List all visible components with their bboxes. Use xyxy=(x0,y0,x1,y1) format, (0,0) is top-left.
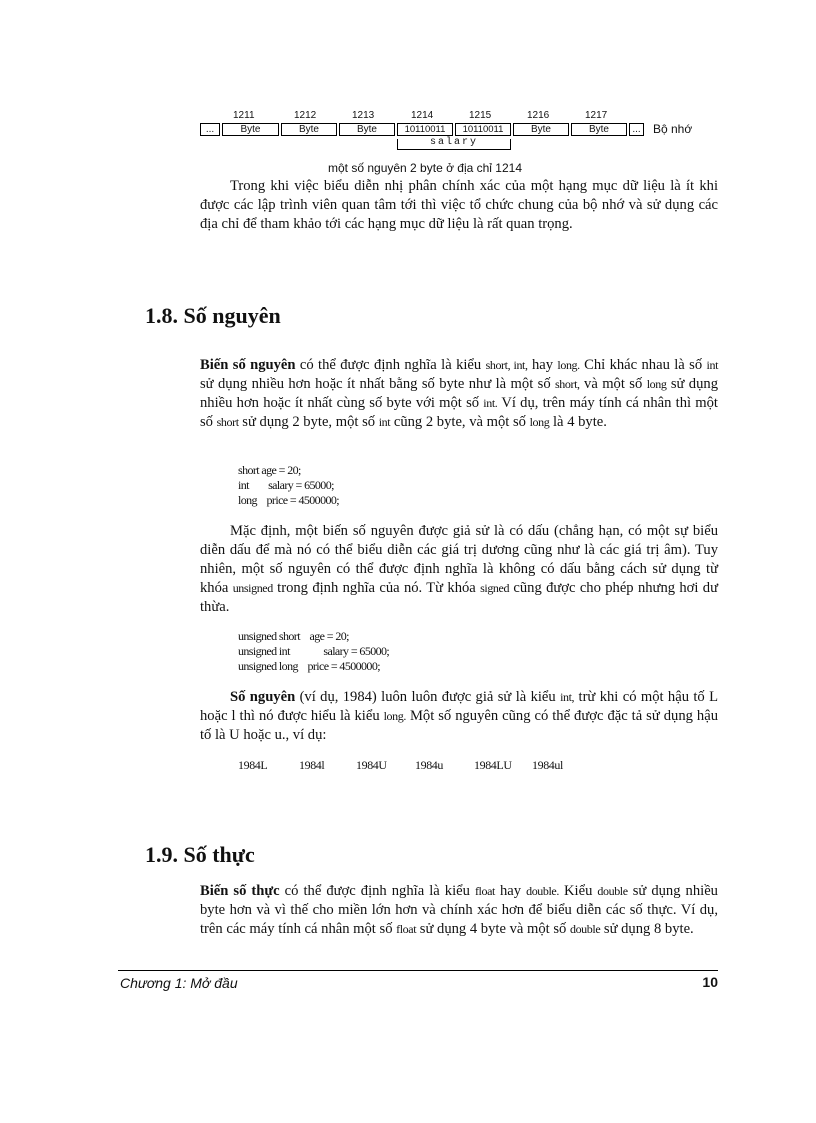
footer-divider xyxy=(118,970,718,971)
text: sử dụng 4 byte và một số xyxy=(416,921,570,937)
address-label: 1217 xyxy=(585,110,608,121)
text: sử dụng nhiều byte hơn và vì thế cho miền lớn hơn và chính xác hơn để biểu diễn các số thực. Ví dụ, trên các máy tính cá nhân một số xyxy=(200,883,718,937)
term-bold: Số nguyên xyxy=(230,689,296,705)
text: là 4 byte. xyxy=(549,414,607,430)
memory-label: Bộ nhớ xyxy=(653,122,693,136)
memory-cell: Byte xyxy=(222,123,279,136)
keyword: long. xyxy=(383,709,406,723)
diagram-caption: một số nguyên 2 byte ở địa chỉ 1214 xyxy=(328,161,522,175)
paragraph-real-types xyxy=(200,882,718,939)
keyword: signed xyxy=(480,581,510,595)
keyword: unsigned xyxy=(232,581,273,595)
literal: 1984u xyxy=(415,758,444,772)
keyword: short xyxy=(216,415,239,429)
address-label: 1216 xyxy=(527,110,550,121)
memory-cell: ... xyxy=(200,123,220,136)
address-label: 1211 xyxy=(233,110,255,121)
memory-cell: Byte xyxy=(339,123,395,136)
paragraph-signedness xyxy=(200,522,718,617)
text: Chỉ khác nhau là số xyxy=(579,357,707,373)
literal: 1984l xyxy=(299,758,325,772)
literal-examples xyxy=(238,758,638,774)
memory-cell: Byte xyxy=(571,123,627,136)
keyword: short, xyxy=(555,377,580,391)
literal: 1984LU xyxy=(474,758,512,772)
text: cũng 2 byte, và một số xyxy=(390,414,530,430)
keyword: double xyxy=(597,884,628,898)
text: Kiểu xyxy=(558,883,598,899)
code-block-1 xyxy=(238,463,339,508)
memory-cell-binary: 10110011 xyxy=(397,123,453,136)
text: cũng được cho phép nhưng hơi dư thừa. xyxy=(200,580,718,615)
memory-cell: ... xyxy=(629,123,644,136)
text: sử dụng 8 byte. xyxy=(600,921,694,937)
section-heading-1-8: 1.8. Số nguyên xyxy=(145,303,281,328)
memory-cells xyxy=(200,123,644,138)
text: và một số xyxy=(579,376,647,392)
text: Mặc định, một biến số nguyên được giả sử là có dấu (chẳng hạn, có một sự biểu diễn dấu để mà nó có thể biểu diễn các giá trị dương cũng như là các giá trị âm). Tuy nhiên, một số nguyên có thể được định nghĩa là không có dấu bằng cách sử dụng từ khóa xyxy=(200,523,718,596)
keyword: double xyxy=(569,922,601,936)
address-label: 1212 xyxy=(294,110,317,121)
text: có thể được định nghĩa là kiểu xyxy=(279,883,475,899)
code-line: unsigned short age = 20; xyxy=(238,629,349,643)
keyword: int. xyxy=(483,396,498,410)
literal: 1984ul xyxy=(532,758,563,772)
code-line: short age = 20; xyxy=(238,463,301,477)
text: sử dụng 2 byte, một số xyxy=(238,414,379,430)
text: (ví dụ, 1984) luôn luôn được giả sử là kiểu xyxy=(295,689,561,705)
keyword: double. xyxy=(526,884,559,898)
text: hay xyxy=(494,883,527,899)
keyword: int xyxy=(706,358,718,372)
text: trong định nghĩa của nó. Từ khóa xyxy=(272,580,481,596)
keyword: long. xyxy=(557,358,580,372)
code-line: long price = 4500000; xyxy=(238,493,340,507)
paragraph-integer-literals xyxy=(200,688,718,745)
keyword: long xyxy=(529,415,550,429)
keyword: float xyxy=(474,884,495,898)
keyword: int xyxy=(378,415,391,429)
paragraph-integer-types xyxy=(200,356,718,432)
section-heading-1-9: 1.9. Số thực xyxy=(145,842,255,867)
keyword: int, xyxy=(560,690,575,704)
text: hay xyxy=(527,357,558,373)
salary-label: salary xyxy=(429,137,478,148)
text: Ví dụ, trên máy tính cá nhân thì một số xyxy=(200,395,718,430)
keyword: long xyxy=(646,377,667,391)
literal: 1984L xyxy=(238,758,268,772)
memory-cell: Byte xyxy=(281,123,337,136)
code-line: int salary = 65000; xyxy=(238,478,334,492)
term-bold: Biến số nguyên xyxy=(200,357,296,373)
code-line: unsigned long price = 4500000; xyxy=(238,659,380,673)
keyword: short, int, xyxy=(485,358,528,372)
text: trừ khi có một hậu tố L hoặc l thì nó được hiểu là kiểu xyxy=(200,689,718,724)
literal: 1984U xyxy=(356,758,387,772)
text: sử dụng nhiều hơn hoặc ít nhất cùng số byte với một số xyxy=(200,376,718,411)
text: sử dụng nhiều hơn hoặc ít nhất bằng số byte như là một số xyxy=(200,376,556,392)
address-label: 1215 xyxy=(469,110,492,121)
text: có thể được định nghĩa là kiểu xyxy=(295,357,486,373)
text: Một số nguyên cũng có thể được đặc tả sử dụng hậu tố là U hoặc u., ví dụ: xyxy=(200,708,718,743)
code-line: unsigned int salary = 65000; xyxy=(238,644,390,658)
page-number: 10 xyxy=(702,974,718,990)
term-bold: Biến số thực xyxy=(200,883,280,899)
memory-cell-binary: 10110011 xyxy=(455,123,511,136)
code-block-2 xyxy=(238,629,389,674)
footer-chapter: Chương 1: Mở đầu xyxy=(120,975,238,991)
keyword: float xyxy=(396,922,417,936)
memory-cell: Byte xyxy=(513,123,569,136)
address-label: 1213 xyxy=(352,110,375,121)
address-label: 1214 xyxy=(411,110,434,121)
intro-paragraph: Trong khi việc biểu diễn nhị phân chính xác của một hạng mục dữ liệu là ít khi được các lập trình viên quan tâm tới thì việc tổ chức chung của bộ nhớ và sử dụng các địa chỉ để tham khảo tới các hạng mục dữ liệu là rất quan trọng. xyxy=(200,178,718,232)
